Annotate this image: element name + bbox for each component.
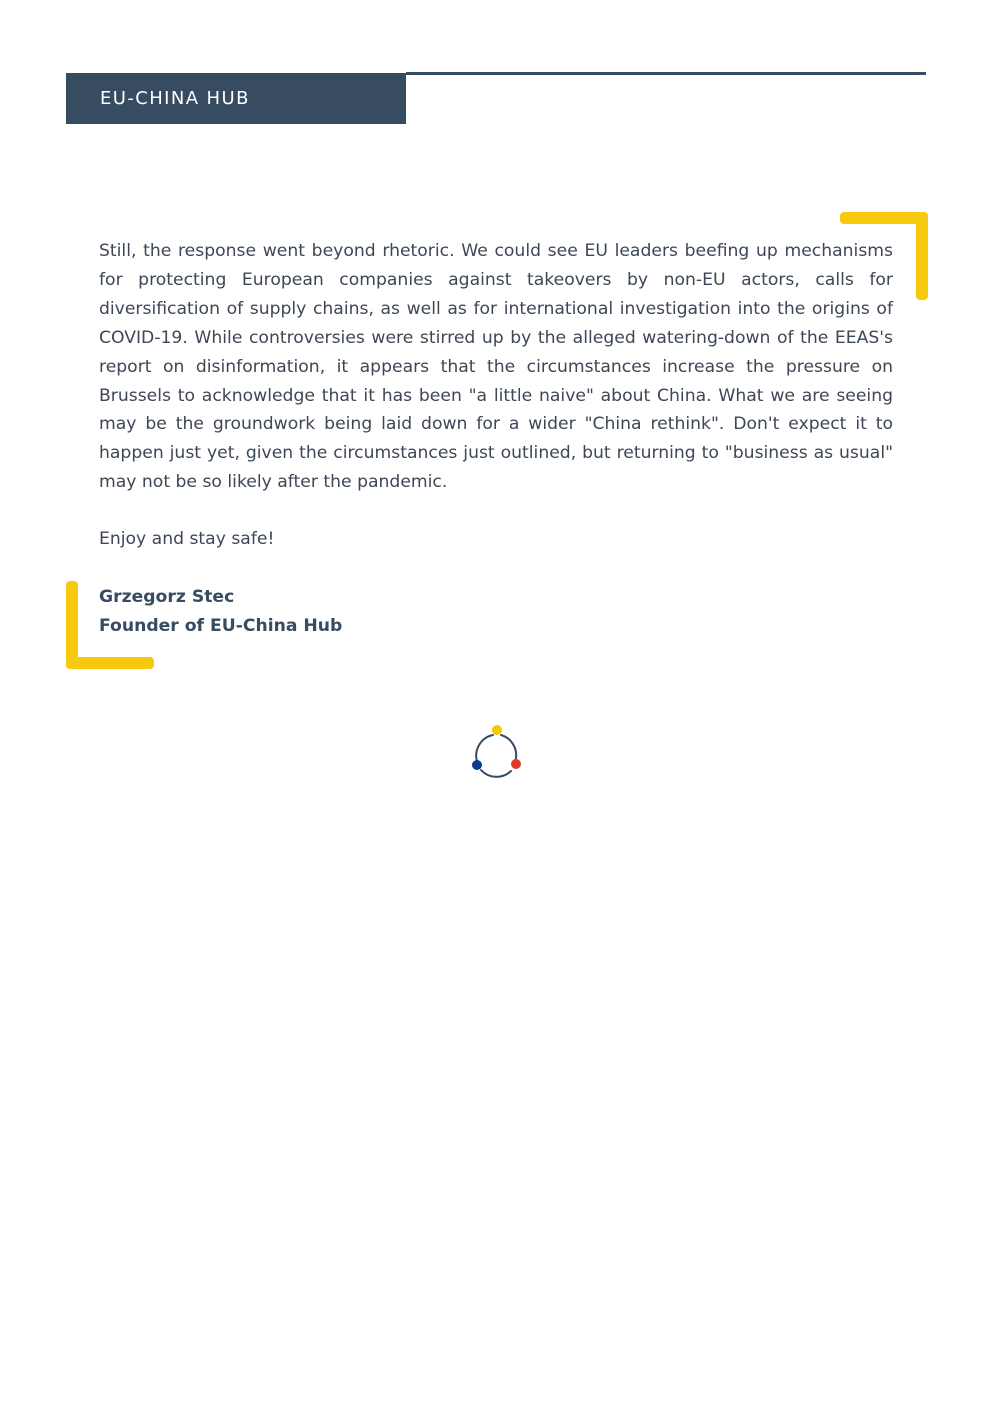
corner-bracket-top-right-vertical	[916, 212, 928, 300]
signature-block	[99, 583, 342, 641]
signature-name: Grzegorz Stec	[99, 587, 235, 607]
corner-bracket-top-right-horizontal	[840, 212, 928, 224]
signature-role: Founder of EU-China Hub	[99, 615, 343, 636]
header-title: EU-CHINA HUB	[100, 88, 250, 109]
header-band	[66, 73, 406, 124]
corner-bracket-bottom-left-horizontal	[66, 657, 154, 669]
eu-china-hub-logo-icon	[467, 722, 527, 782]
header-rule	[406, 72, 926, 75]
body-paragraph: Still, the response went beyond rhetoric. We could see EU leaders beefing up mechanisms for protecting European companies against takeovers by non-EU actors, calls for diversification of supply chains, as well as for international investigation into the origins of COVID-19. While controversies were stirred up by the alleged watering-down of the EEAS's report on disinformation, it appears that the circumstances increase the pressure on Brussels to acknowledge that it has been "a little naive" about China. What we are seeing may be the groundwork being laid down for a wider "China rethink". Don't expect it to happen just yet, given the circumstances just outlined, but returning to "business as usual" may not be so likely after the pandemic.	[99, 241, 893, 493]
closing-line: Enjoy and stay safe!	[99, 529, 275, 549]
corner-bracket-bottom-left-vertical	[66, 581, 78, 669]
